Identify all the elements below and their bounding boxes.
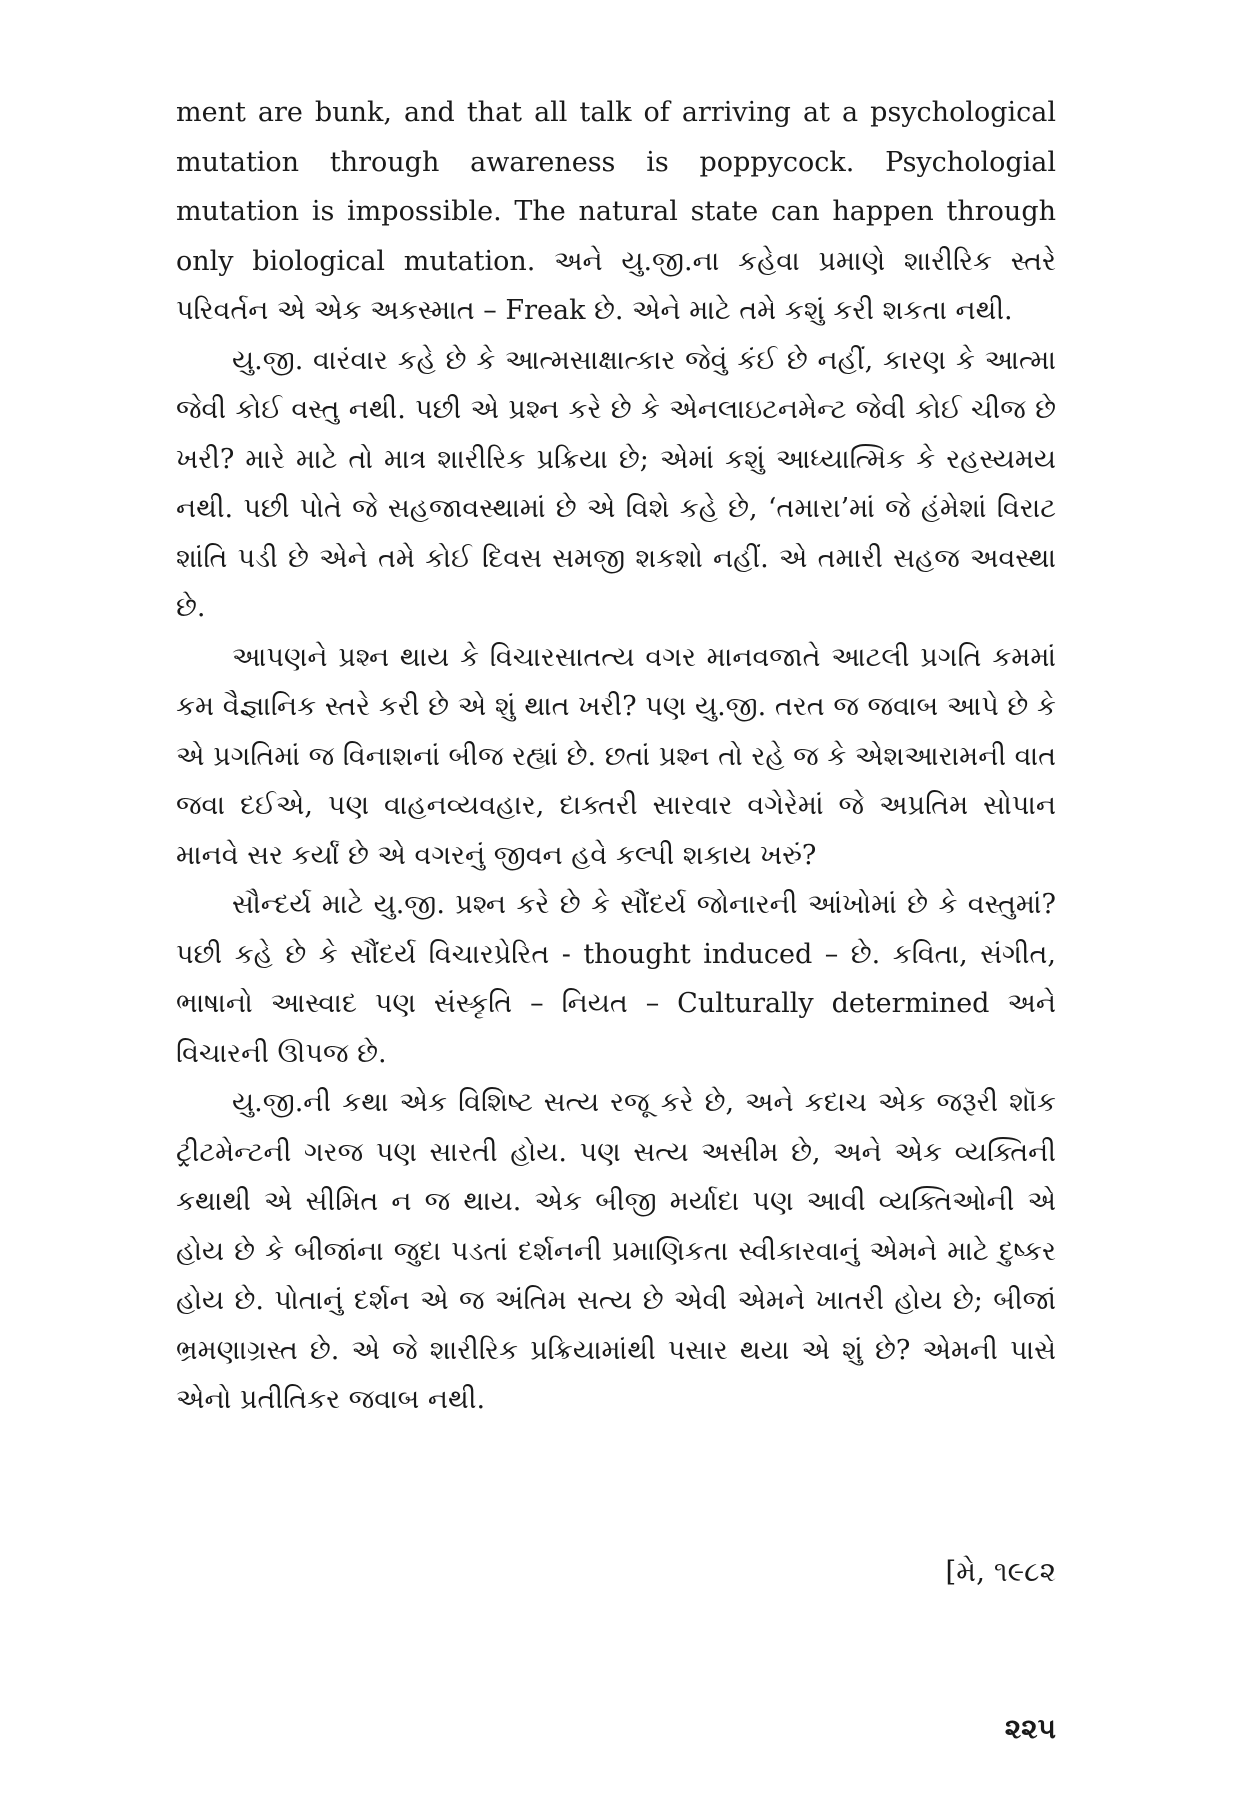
paragraph-beauty: સૌન્દર્ય માટે યુ.જી. પ્રશ્ન કરે છે કે સૌંદર્ય જોનારની આંખોમાં છે કે વસ્તુમાં? પછી કહે છે કે સૌંદર્ય વિચારપ્રેરિત - thought induced – છે. કવિતા, સંગીત, ભાષાનો આસ્વાદ પણ સંસ્કૃતિ – નિયત – Culturally determined અને વિચારની ઊપજ છે. (176, 889, 1056, 1069)
page-body (176, 88, 1056, 1425)
date-note: [મે, ૧૯૮૨ (945, 1555, 1056, 1588)
paragraph-conclusion: યુ.જી.ની કથા એક વિશિષ્ટ સત્ય રજૂ કરે છે, અને કદાચ એક જરૂરી શૉક ટ્રીટમેન્ટની ગરજ પણ સારતી હોય. પણ સત્ય અસીમ છે, અને એક વ્યક્તિની કથાથી એ સીમિત ન જ થાય. એક બીજી મર્યાદા પણ આવી વ્યક્તિઓની એ હોય છે કે બીજાંના જુદા પડતાં દર્શનની પ્રમાણિકતા સ્વીકારવાનું એમને માટે દુષ્કર હોય છે. પોતાનું દર્શન એ જ અંતિમ સત્ય છે એવી એમને ખાતરી હોય છે; બીજાં ભ્રમણાગ્રસ્ત છે. એ જે શારીરિક પ્રક્રિયામાંથી પસાર થયા એ શું છે? એમની પાસે એનો પ્રતીતિકર જવાબ નથી. (176, 1087, 1056, 1415)
paragraph-self-realization: યુ.જી. વારંવાર કહે છે કે આત્મસાક્ષાત્કાર જેવું કંઈ છે નહીં, કારણ કે આત્મા જેવી કોઈ વસ્તુ નથી. પછી એ પ્રશ્ન કરે છે કે એનલાઇટનમેન્ટ જેવી કોઈ ચીજ છે ખરી? મારે માટે તો માત્ર શારીરિક પ્રક્રિયા છે; એમાં કશું આધ્યાત્મિક કે રહસ્યમય નથી. પછી પોતે જે સહજાવસ્થામાં છે એ વિશે કહે છે, ‘તમારા’માં જે હંમેશાં વિરાટ શાંતિ પડી છે એને તમે કોઈ દિવસ સમજી શકશો નહીં. એ તમારી સહજ અવસ્થા છે. (176, 344, 1056, 623)
page-number: ૨૨૫ (1004, 1712, 1056, 1745)
paragraph-progress: આપણને પ્રશ્ન થાય કે વિચારસાતત્ય વગર માનવજાતે આટલી પ્રગતિ કમમાં કમ વૈજ્ઞાનિક સ્તરે કરી છે એ શું થાત ખરી? પણ યુ.જી. તરત જ જવાબ આપે છે કે એ પ્રગતિમાં જ વિનાશનાં બીજ રહ્યાં છે. છતાં પ્રશ્ન તો રહે જ કે એશઆરામની વાત જવા દઈએ, પણ વાહનવ્યવહાર, દાક્તરી સારવાર વગેરેમાં જે અપ્રતિમ સોપાન માનવે સર કર્યાં છે એ વગરનું જીવન હવે કલ્પી શકાય ખરું? (176, 641, 1056, 871)
paragraph-continuation: ment are bunk, and that all talk of arriving at a psychological mutation through awareness is poppycock. Psychologial mutation is impossible. The natural state can happen through only biological mutation. અને યુ.જી.ના કહેવા પ્રમાણે શારીરિક સ્તરે પરિવર્તન એ એક અકસ્માત – Freak છે. એને માટે તમે કશું કરી શકતા નથી. (176, 97, 1056, 326)
